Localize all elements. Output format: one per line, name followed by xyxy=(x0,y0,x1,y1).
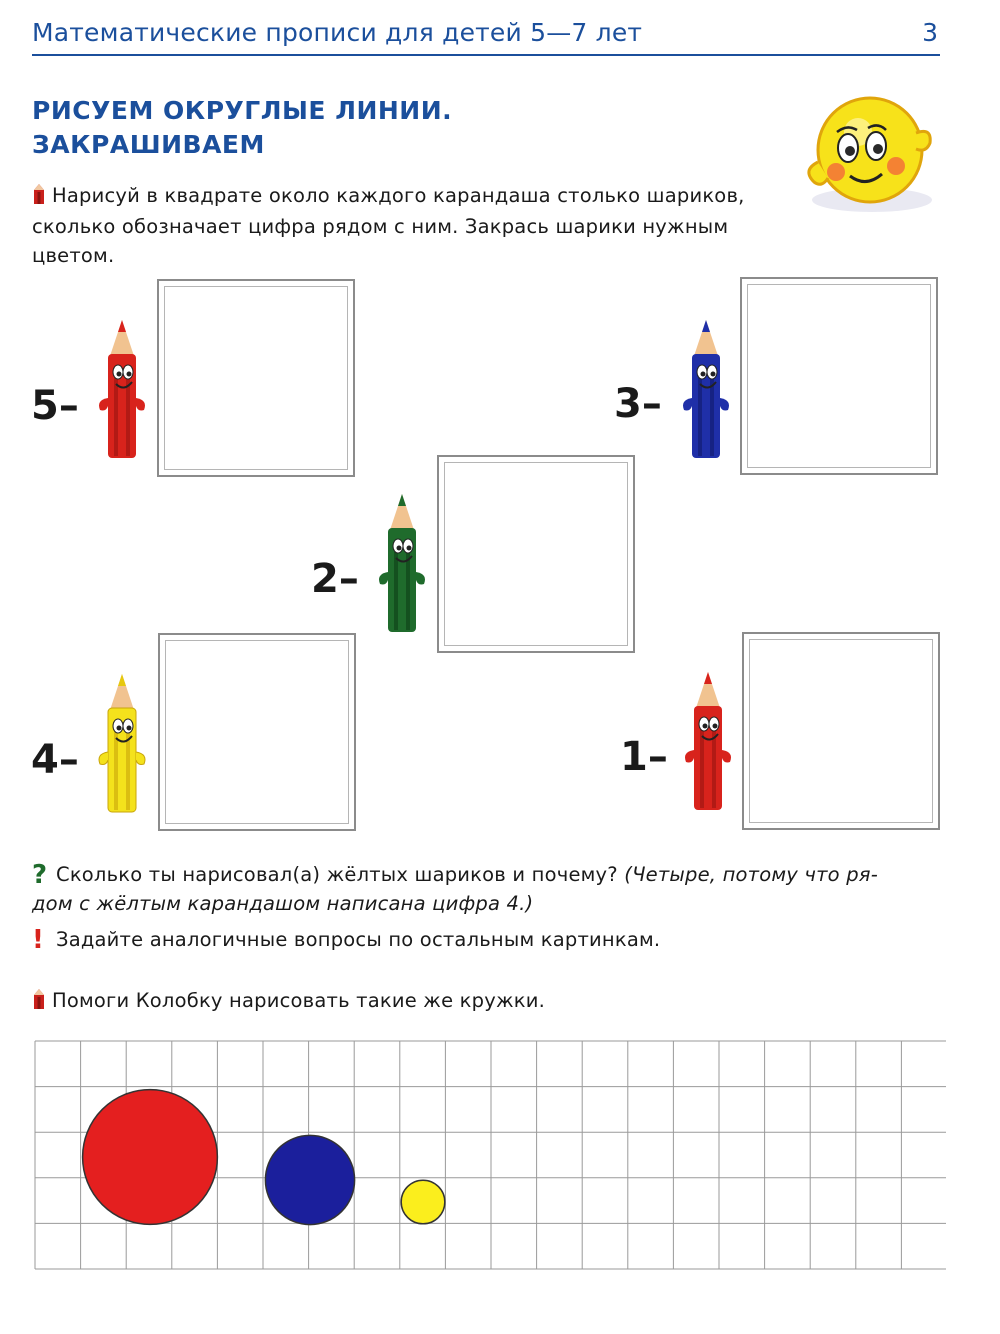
red-pencil-character-icon-2 xyxy=(682,670,734,814)
note-1 xyxy=(32,925,952,955)
section-title xyxy=(32,94,452,162)
drawing-frame-1[interactable] xyxy=(742,632,940,830)
drawing-grid[interactable] xyxy=(34,1040,946,1272)
drawing-frame-2[interactable] xyxy=(437,455,635,653)
page-header xyxy=(32,14,940,56)
sample-circle-3 xyxy=(401,1180,445,1224)
green-pencil-character-icon xyxy=(376,492,428,636)
task1-instruction xyxy=(32,181,770,270)
yellow-pencil-character-icon xyxy=(96,672,148,816)
pencil-number-1: 1– xyxy=(620,734,668,780)
page-number: 3 xyxy=(922,18,938,47)
pencil-number-3: 3– xyxy=(614,381,662,427)
pencil-shape xyxy=(99,320,145,458)
question-1-text: Сколько ты нарисовал(а) жёлтых шариков и почему? xyxy=(56,863,618,886)
pencil-icon xyxy=(32,183,46,212)
pencil-number-4: 4– xyxy=(31,737,79,783)
red-pencil-character-icon xyxy=(96,318,148,462)
drawing-frame-4[interactable] xyxy=(158,633,356,831)
section-title-line1: РИСУЕМ ОКРУГЛЫЕ ЛИНИИ. xyxy=(32,96,453,125)
pencil-number-5: 5– xyxy=(31,383,79,429)
question-1 xyxy=(32,860,952,890)
drawing-frame-3[interactable] xyxy=(740,277,938,475)
sample-circle-2 xyxy=(265,1135,354,1224)
pencil-number-2: 2– xyxy=(311,556,359,602)
task2-instruction xyxy=(32,986,952,1017)
note-1-text: Задайте аналогичные вопросы по остальным картинкам. xyxy=(56,928,661,951)
question-mark-icon: ? xyxy=(32,860,48,890)
task1-text: Нарисуй в квадрате около каждого карандаша столько шариков, сколько обозначает цифра рядом с ним. Закрась шарики нужным цветом. xyxy=(32,184,745,267)
sample-circles xyxy=(83,1090,445,1225)
pencil-icon xyxy=(32,988,46,1017)
book-title: Математические прописи для детей 5—7 лет xyxy=(32,18,643,47)
sample-circle-1 xyxy=(83,1090,218,1225)
blue-pencil-character-icon xyxy=(680,318,732,462)
kolobok-smiley-icon xyxy=(800,88,950,220)
question-1-answer-line2: дом с жёлтым карандашом написана цифра 4.) xyxy=(32,892,534,915)
section-title-line2: ЗАКРАШИВАЕМ xyxy=(32,130,265,159)
exclamation-mark-icon: ! xyxy=(32,925,45,955)
task2-text: Помоги Колобку нарисовать такие же кружки. xyxy=(52,989,545,1012)
question-1-answer-line1: (Четыре, потому что ря- xyxy=(624,863,878,886)
drawing-frame-5[interactable] xyxy=(157,279,355,477)
